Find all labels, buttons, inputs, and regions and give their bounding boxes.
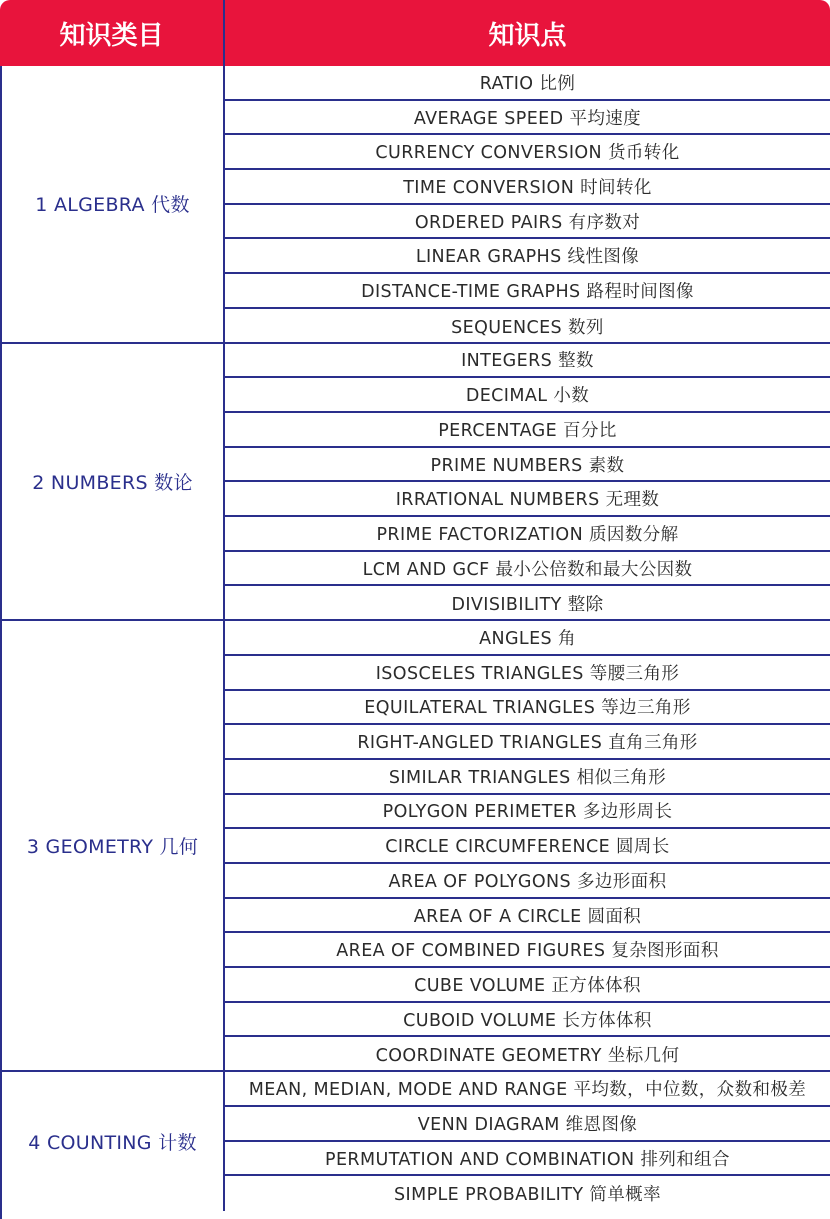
knowledge-point: LINEAR GRAPHS 线性图像 [225, 239, 830, 274]
knowledge-point: AREA OF COMBINED FIGURES 复杂图形面积 [225, 933, 830, 968]
knowledge-point: CUBE VOLUME 正方体体积 [225, 968, 830, 1003]
knowledge-point: SIMILAR TRIANGLES 相似三角形 [225, 760, 830, 795]
category-label: 4 COUNTING 计数 [2, 1072, 225, 1211]
knowledge-point: COORDINATE GEOMETRY 坐标几何 [375, 1046, 680, 1067]
points-list [225, 344, 830, 620]
knowledge-point: CUBOID VOLUME 长方体体积 [225, 1003, 830, 1038]
category-label: 1 ALGEBRA 代数 [2, 66, 225, 342]
table-header [0, 0, 830, 66]
knowledge-point: AREA OF A CIRCLE 圆面积 [225, 899, 830, 934]
points-list [225, 621, 830, 1070]
knowledge-point: POLYGON PERIMETER 多边形周长 [225, 795, 830, 830]
knowledge-point: ISOSCELES TRIANGLES 等腰三角形 [225, 656, 830, 691]
points-list [225, 1072, 830, 1211]
knowledge-point: DIVISIBILITY 整除 [451, 595, 604, 616]
knowledge-point: PRIME FACTORIZATION 质因数分解 [225, 517, 830, 552]
category-group [2, 1072, 830, 1211]
table-body [0, 66, 830, 1219]
knowledge-point: RATIO 比例 [225, 66, 830, 101]
knowledge-point: INTEGERS 整数 [225, 344, 830, 379]
knowledge-point: EQUILATERAL TRIANGLES 等边三角形 [225, 691, 830, 726]
knowledge-point: IRRATIONAL NUMBERS 无理数 [225, 482, 830, 517]
knowledge-point: ANGLES 角 [225, 621, 830, 656]
category-label: 3 GEOMETRY 几何 [2, 621, 225, 1070]
knowledge-point: DISTANCE-TIME GRAPHS 路程时间图像 [225, 274, 830, 309]
knowledge-point: LCM AND GCF 最小公倍数和最大公因数 [225, 552, 830, 587]
knowledge-point: SEQUENCES 数列 [451, 317, 604, 338]
knowledge-point: RIGHT-ANGLED TRIANGLES 直角三角形 [225, 725, 830, 760]
knowledge-point: MEAN, MEDIAN, MODE AND RANGE 平均数，中位数，众数和极差 [225, 1072, 830, 1107]
knowledge-point: ORDERED PAIRS 有序数对 [225, 205, 830, 240]
knowledge-point: AVERAGE SPEED 平均速度 [225, 101, 830, 136]
knowledge-point: CIRCLE CIRCUMFERENCE 圆周长 [225, 829, 830, 864]
category-group [2, 344, 830, 622]
knowledge-point: VENN DIAGRAM 维恩图像 [225, 1107, 830, 1142]
header-category: 知识类目 [0, 0, 225, 66]
knowledge-point: PRIME NUMBERS 素数 [225, 448, 830, 483]
category-label: 2 NUMBERS 数论 [2, 344, 225, 620]
category-group [2, 621, 830, 1072]
knowledge-point: TIME CONVERSION 时间转化 [225, 170, 830, 205]
knowledge-point: PERMUTATION AND COMBINATION 排列和组合 [225, 1142, 830, 1177]
knowledge-point: DECIMAL 小数 [225, 378, 830, 413]
knowledge-point: CURRENCY CONVERSION 货币转化 [225, 135, 830, 170]
points-list [225, 66, 830, 342]
knowledge-point: SIMPLE PROBABILITY 简单概率 [394, 1185, 661, 1206]
header-points: 知识点 [488, 20, 567, 51]
category-group [2, 66, 830, 344]
knowledge-point: PERCENTAGE 百分比 [225, 413, 830, 448]
knowledge-point: AREA OF POLYGONS 多边形面积 [225, 864, 830, 899]
